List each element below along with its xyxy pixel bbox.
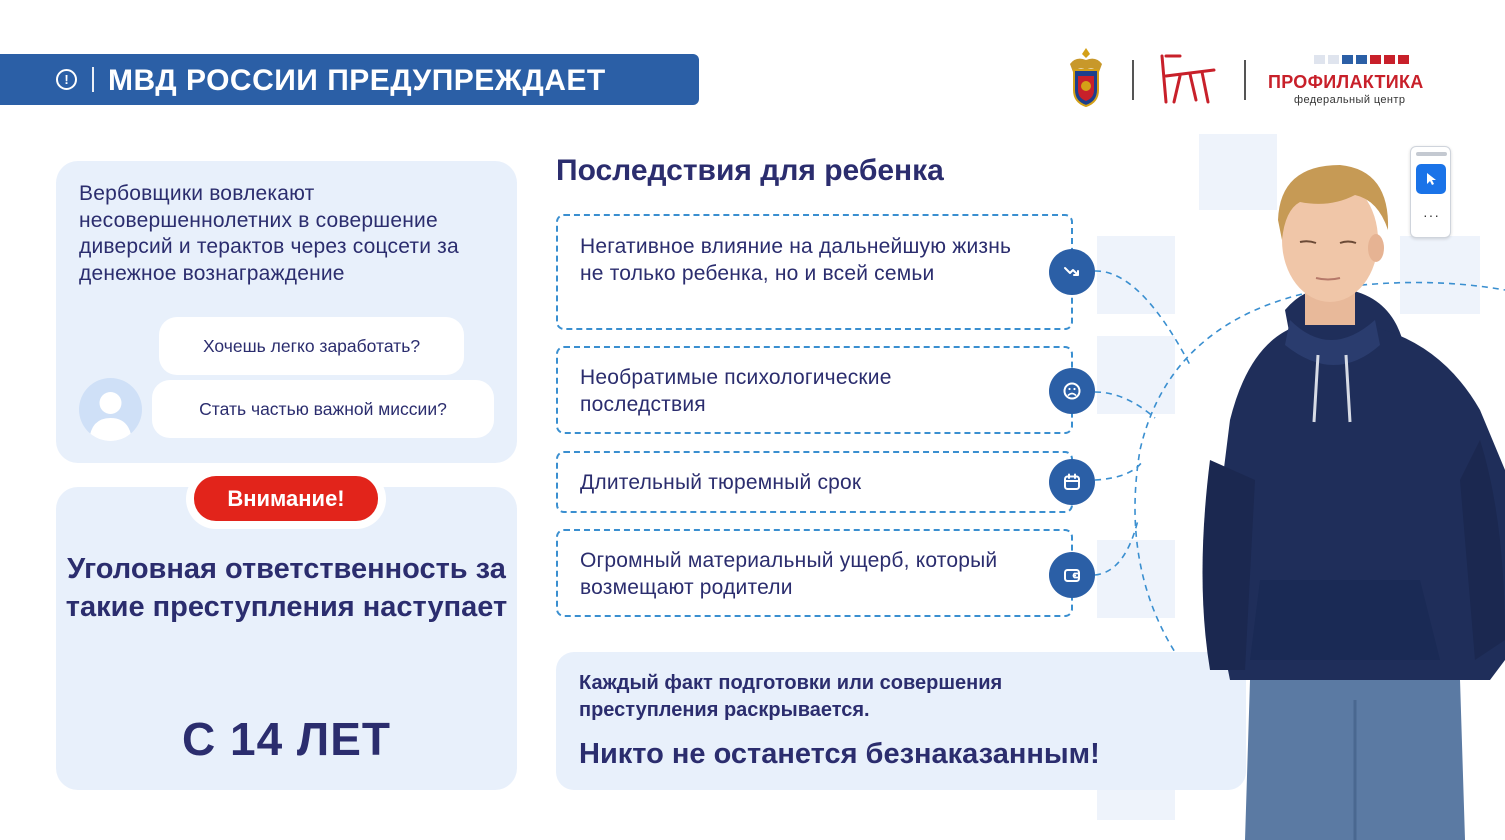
consequence-text: Огромный материальный ущерб, который возмещают родители [580, 549, 998, 599]
teenager-photo [1190, 160, 1505, 840]
liability-text: Уголовная ответственность за такие преступления наступает [65, 553, 508, 623]
header-banner [0, 54, 699, 105]
wallet-icon [1049, 552, 1095, 598]
logo-divider [1244, 60, 1246, 100]
logo-divider [1132, 60, 1134, 100]
brand-name: ПРОФИЛАКТИКА [1268, 72, 1424, 92]
exclamation-circle-icon: ! [56, 69, 77, 90]
cursor-tool-button[interactable] [1416, 164, 1446, 194]
chat-bubble: Хочешь легко заработать? [159, 317, 464, 375]
consequences-title: Последствия для ребенка [556, 154, 944, 187]
background-square [1097, 540, 1175, 618]
flag-stripes-icon [1314, 55, 1409, 64]
consequence-item [556, 451, 1073, 513]
brand-subtitle: федеральный центр [1294, 94, 1406, 106]
background-square [1097, 336, 1175, 414]
page-title: МВД РОССИИ ПРЕДУПРЕЖДАЕТ [108, 64, 606, 97]
more-options-button[interactable]: ··· [1423, 207, 1440, 223]
chat-bubble: Стать частью важной миссии? [152, 380, 494, 438]
intro-text: Вербовщики вовлекают несовершеннолетних в совершение диверсий и терактов через соцсети за денежное вознаграждение [79, 182, 459, 285]
pointer-icon [1423, 171, 1439, 187]
consequence-item [556, 346, 1073, 434]
consequence-text: Необратимые психологические последствия [580, 366, 892, 416]
note-text: Каждый факт подготовки или совершения преступления раскрывается. [579, 672, 1003, 721]
annotation-toolbar [1410, 146, 1451, 238]
consequence-item [556, 529, 1073, 617]
background-square [1097, 236, 1175, 314]
header-separator [92, 67, 94, 92]
consequence-text: Негативное влияние на дальнейшую жизнь не только ребенка, но и всей семьи [580, 235, 1012, 285]
trend-down-icon [1049, 249, 1095, 295]
chair-logo-icon [1156, 52, 1220, 106]
calendar-icon [1049, 459, 1095, 505]
mvd-emblem-icon [1066, 46, 1106, 110]
disclosure-note [556, 652, 1246, 790]
consequence-text: Длительный тюремный срок [580, 471, 862, 494]
note-slogan: Никто не останется безнаказанным! [579, 738, 1100, 770]
sad-face-icon [1049, 368, 1095, 414]
drag-handle[interactable] [1416, 152, 1447, 156]
consequence-item [556, 214, 1073, 330]
avatar-icon [79, 378, 142, 441]
warning-badge: Внимание! [194, 476, 378, 521]
liability-age: С 14 ЛЕТ [181, 713, 391, 765]
